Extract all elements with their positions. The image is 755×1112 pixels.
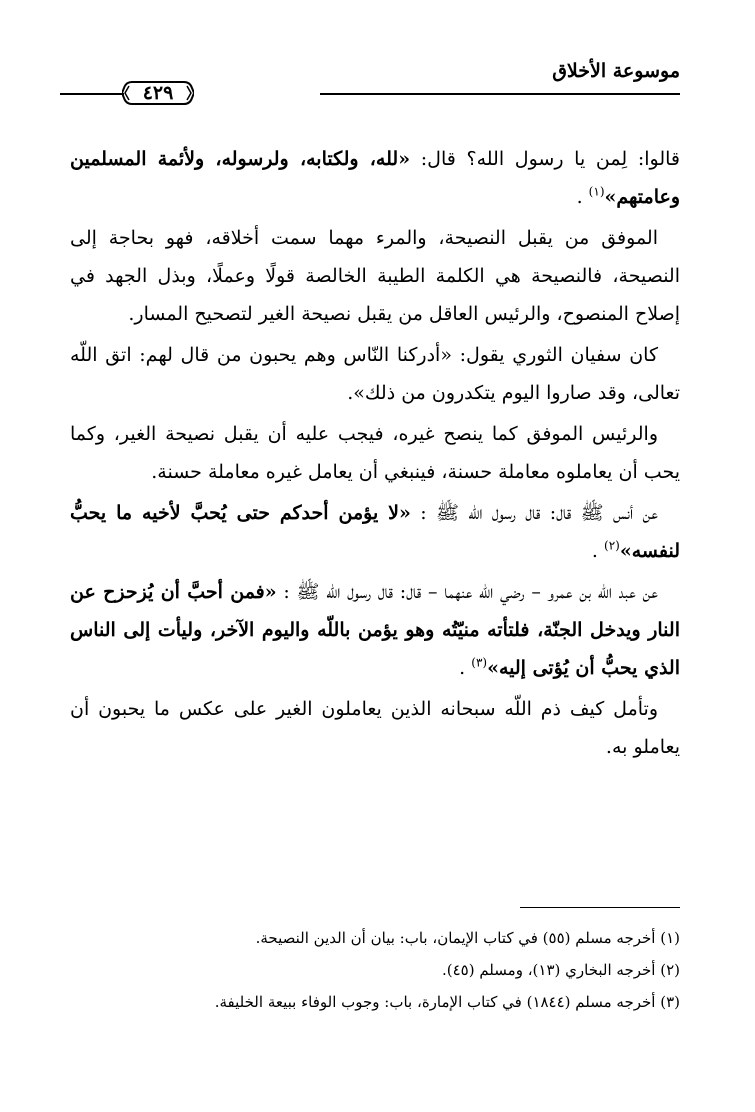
paragraph-5-end: . [591,540,605,562]
footnote-divider [520,907,680,908]
page-header [60,58,680,108]
footnote-2: (٢) أخرجه البخاري (١٣)، ومسلم (٤٥). [441,961,680,979]
paragraph-6-hadith: «فمن أحبَّ أن يُزحزح عن النار ويدخل الجنّة، فلتأته منيّتُه وهو يؤمن باللّه واليوم الآخر، وليأت إلى الناس الذي يحبُّ أن يُؤتى إليه» [70,581,680,679]
main-text [70,140,680,769]
page-number-frame [122,80,194,106]
footnote-ref-2: (٢) [604,538,620,553]
footnote-3: (٣) أخرجه مسلم (١٨٤٤) في كتاب الإمارة، باب: وجوب الوفاء ببيعة الخليفة. [214,993,680,1011]
paragraph-5-intro: عن أنس ﷺ قال: قال رسول اللّه ﷺ : [410,502,659,524]
paragraph-6 [70,573,680,687]
paragraph-1-end: . [576,186,589,208]
paragraph-3: كان سفيان الثوري يقول: «أدركنا النّاس وهم يحبون من قال لهم: اتق اللّه تعالى، وقد صاروا اليوم يتكدرون من ذلك». [70,344,680,404]
header-rule-right [320,93,680,95]
paragraph-6-intro: عن عبد اللّه بن عمرو – رضي اللّه عنهما – قال: قال رسول اللّه ﷺ : [276,581,658,603]
footnote-ref-1: (١) [588,184,605,199]
paragraph-1-intro: قالوا: لِمن يا رسول الله؟ قال: [410,148,680,170]
paragraph-5 [70,494,680,570]
paragraph-6-end: . [459,657,472,679]
page-number: ٤٢٩ [142,82,174,104]
paragraph-4: والرئيس الموفق كما ينصح غيره، فيجب عليه أن يقبل نصيحة الغير، وكما يحب أن يعاملوه معاملة حسنة، فينبغي أن يعامل غيره معاملة حسنة. [70,423,680,483]
paragraph-2: الموفق من يقبل النصيحة، والمرء مهما سمت أخلاقه، فهو بحاجة إلى النصيحة، فالنصيحة هي الكلمة الطيبة الخالصة قولًا وعملًا، وبذل الجهد في إصلاح المنصوح، والرئيس العاقل من يقبل نصيحة الغير لتصحيح المسار. [70,227,680,325]
footnote-ref-3: (٣) [471,655,488,670]
paragraph-1-hadith: «لله، ولكتابه، ولرسوله، ولأئمة المسلمين وعامتهم» [70,148,680,208]
paragraph-1 [70,140,680,216]
footnotes [70,922,680,1018]
book-title: موسوعة الأخلاق [552,60,680,82]
footnote-1: (١) أخرجه مسلم (٥٥) في كتاب الإيمان، باب: بيان أن الدين النصيحة. [255,929,680,947]
header-rule-left [60,93,124,95]
paragraph-7: وتأمل كيف ذم اللّه سبحانه الذين يعاملون الغير على عكس ما يحبون أن يعاملو به. [70,698,680,758]
paragraph-5-hadith: «لا يؤمن أحدكم حتى يُحبَّ لأخيه ما يحبُّ لنفسه» [70,502,680,562]
